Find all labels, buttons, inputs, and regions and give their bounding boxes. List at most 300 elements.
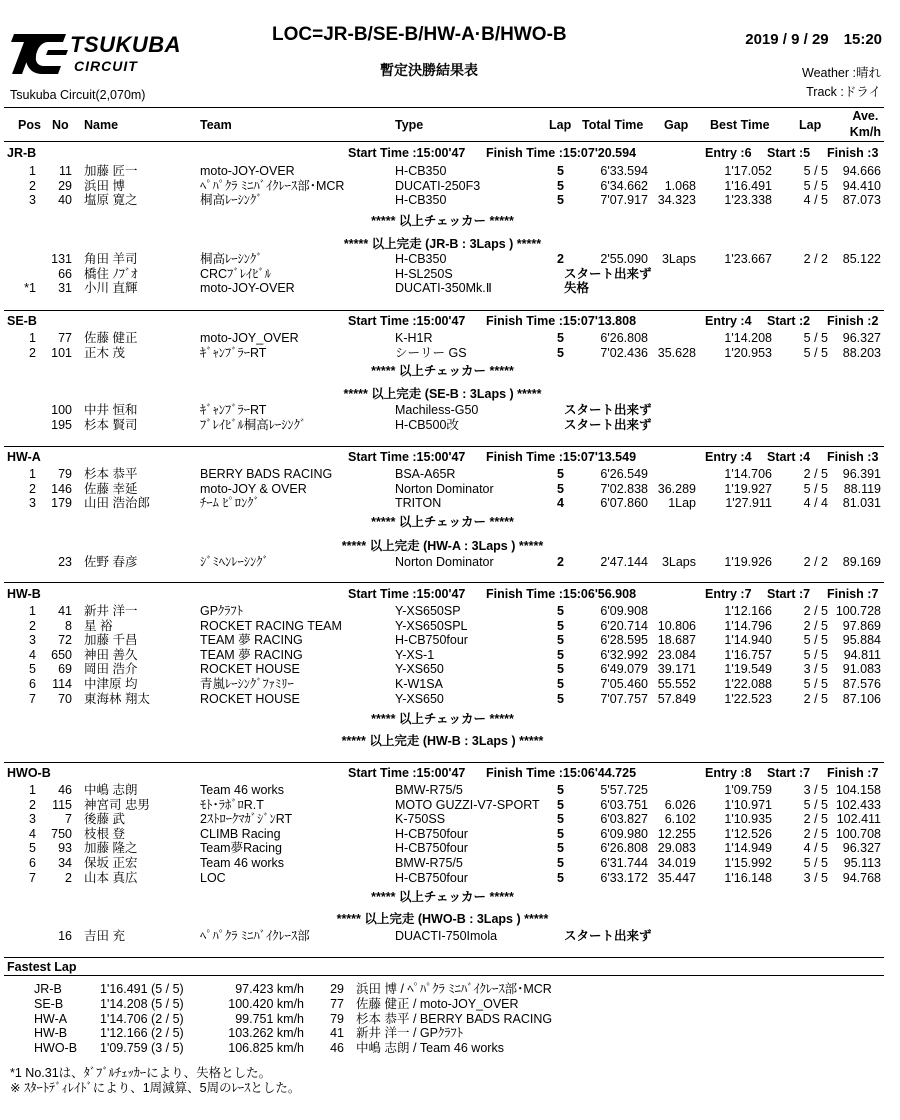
average-speed-cell: 94.666 [842,164,881,178]
average-speed-cell: 88.119 [843,481,881,496]
start-count: Start :4 [767,450,811,464]
average-speed-cell: 95.884 [842,633,881,648]
best-lap-cell: 2 / 5 [803,826,828,841]
laps-cell: 5 [557,841,564,856]
best-time-cell: 1'23.338 [724,193,772,208]
laps-cell: 5 [557,826,564,841]
fastest-lap-row [0,997,900,1012]
average-speed-cell: 91.083 [842,662,881,677]
entry-count: Entry :4 [705,450,752,464]
laps-cell: 5 [557,797,564,812]
laps-cell: 2 [557,252,564,266]
machine-type-cell: K-750SS [395,812,446,827]
machine-type-cell: H-CB750four [395,870,468,885]
pos-cell: 3 [29,496,36,511]
rider-name-cell: 佐野 春彦 [84,555,138,569]
machine-type-cell: MOTO GUZZI-V7-SPORT [395,797,540,812]
pos-cell: 5 [29,841,36,856]
number-cell: 40 [58,193,72,208]
best-lap-cell: 2 / 5 [803,467,828,481]
start-time: Start Time :15:00'47 [348,766,466,780]
number-cell: 195 [51,417,72,432]
checker-line: ***** 以上チェッカー ***** [371,515,514,529]
footnote-start-delay: ※ ｽﾀｰﾄﾃﾞｨﾚｲﾄﾞにより、1周減算、5周のﾚｰｽとした。 [10,1081,301,1095]
number-cell: 77 [58,331,72,345]
number-cell: 101 [51,345,72,360]
col-header-best-time: Best Time [710,118,770,132]
team-cell: ROCKET HOUSE [200,691,300,706]
status-cell: スタート出来ず [564,417,652,432]
gap-cell: 6.026 [664,797,696,812]
best-time-cell: 1'16.757 [724,647,772,662]
number-cell: 41 [58,604,72,618]
average-speed-cell: 97.869 [842,618,881,633]
col-header-no: No [52,118,69,132]
rider-name-cell: 新井 洋一 [84,604,138,618]
best-time-cell: 1'27.911 [725,496,772,511]
class-separator-rule [4,582,884,583]
best-time-cell: 1'22.523 [724,691,772,706]
result-row [0,841,900,856]
class-header-hw-b [0,586,900,602]
gap-cell: 35.447 [657,870,696,885]
number-cell: 114 [52,677,72,691]
col-header-total-time: Total Time [582,118,644,132]
col-header-ave-label: Ave. [852,109,879,123]
team-cell: CRCﾌﾞﾚｲﾋﾞﾙ [200,266,271,281]
finish-time: Finish Time :15:06'44.725 [486,766,637,780]
rider-name-cell: 中嶋 志朗 [84,783,138,797]
number-cell: 66 [58,266,72,281]
pos-cell: 1 [29,467,36,481]
fastest-rider: 中嶋 志朗 / Team 46 works [356,1041,504,1056]
team-cell: Team 46 works [200,856,285,870]
laps-cell: 5 [557,633,564,648]
total-time-cell: 5'57.725 [600,783,648,797]
finish-count: Finish :2 [827,314,879,328]
machine-type-cell: H-CB750four [395,633,468,648]
best-time-cell: 1'14.706 [724,467,772,481]
pos-cell: 6 [29,677,36,691]
checker-line: ***** 以上チェッカー ***** [371,364,514,378]
best-time-cell: 1'12.526 [724,826,772,841]
number-cell: 46 [58,783,72,797]
best-lap-cell: 5 / 5 [803,178,828,193]
best-lap-cell: 4 / 4 [803,496,828,511]
total-time-cell: 6'28.595 [600,633,648,648]
fastest-speed: 100.420 km/h [228,996,304,1011]
team-cell: ROCKET HOUSE [200,662,300,677]
checker-line: ***** 以上チェッカー ***** [371,890,514,904]
number-cell: 79 [58,467,72,481]
class-name: SE-B [7,314,37,328]
number-cell: 115 [52,797,72,812]
total-time-cell: 2'55.090 [600,252,648,266]
result-row [0,648,900,663]
col-header-type: Type [395,118,424,132]
total-time-cell: 7'02.436 [600,345,648,360]
laps-cell: 5 [557,193,564,208]
laps-cell: 5 [557,604,564,618]
gap-cell: 3Laps [661,555,696,569]
total-time-cell: 6'31.744 [600,856,648,870]
rider-name-cell: 加藤 隆之 [84,841,138,856]
team-cell: 桐高ﾚｰｼﾝｸﾞ [200,193,263,208]
laps-cell: 5 [557,812,564,827]
non-finisher-row [0,929,900,944]
result-row [0,783,900,798]
pos-cell: 3 [29,633,36,648]
finish-count: Finish :7 [827,766,879,780]
average-speed-cell: 89.169 [842,555,881,569]
machine-type-cell: K-W1SA [395,677,443,691]
col-header-average-speed [850,108,881,140]
finish-count: Finish :3 [827,146,879,160]
fastest-lap-bottom-rule [4,975,884,976]
pos-cell: 7 [29,691,36,706]
machine-type-cell: Y-XS650SPL [395,618,468,633]
col-header-name: Name [84,118,119,132]
page-subtitle: 暫定決勝結果表 [380,62,478,78]
tsukuba-circuit-logo [8,28,213,88]
report-datetime: 2019 / 9 / 29 15:20 [745,31,882,48]
finish-count: Finish :3 [827,450,879,464]
rider-name-cell: 橋住 ﾉﾌﾞｵ [84,266,138,281]
best-lap-cell: 2 / 5 [803,618,828,633]
number-cell: 100 [51,403,72,417]
pos-cell: 4 [29,647,36,662]
best-lap-cell: 5 / 5 [803,677,828,691]
best-lap-cell: 5 / 5 [803,481,828,496]
best-time-cell: 1'19.927 [724,481,772,496]
best-lap-cell: 5 / 5 [803,647,828,662]
non-finisher-row [0,267,900,282]
average-speed-cell: 87.106 [842,691,881,706]
rider-name-cell: 佐藤 健正 [84,331,138,345]
rider-name-cell: 浜田 博 [84,178,125,193]
average-speed-cell: 96.327 [842,331,881,345]
fastest-time: 1'16.491 (5 / 5) [100,982,184,996]
result-row [0,496,900,511]
laps-cell: 5 [557,618,564,633]
number-cell: 146 [51,481,72,496]
team-cell: moto-JOY-OVER [200,281,295,296]
best-time-cell: 1'10.971 [724,797,772,812]
checker-line: ***** 以上チェッカー ***** [371,712,514,726]
fastest-speed: 99.751 km/h [235,1011,304,1026]
fastest-lap-row [0,1026,900,1041]
fastest-number: 77 [330,996,344,1011]
start-time: Start Time :15:00'47 [348,314,466,328]
fastest-time: 1'12.166 (2 / 5) [100,1026,184,1041]
fastest-rider: 浜田 博 / ﾍﾟﾊﾟｸﾗ ﾐﾆﾊﾞｲｸﾚｰｽ部･MCR [356,982,552,996]
result-row [0,677,900,692]
average-speed-cell: 94.410 [842,178,881,193]
result-row [0,633,900,648]
pos-cell: 3 [29,193,36,208]
average-speed-cell: 94.811 [843,647,881,662]
best-time-cell: 1'20.953 [724,345,772,360]
header-bottom-rule [4,141,884,142]
rider-name-cell: 中井 恒和 [84,403,138,417]
result-row [0,193,900,208]
number-cell: 70 [58,691,72,706]
machine-type-cell: Norton Dominator [395,481,494,496]
number-cell: 16 [58,929,72,943]
average-speed-cell: 88.203 [842,345,881,360]
start-time: Start Time :15:00'47 [348,587,466,601]
non-finisher-row [0,418,900,433]
gap-cell: 1Lap [668,496,696,511]
class-header-jr-b [0,145,900,161]
laps-cell: 5 [557,345,564,360]
fastest-class: HW-B [34,1026,68,1041]
pos-cell: 2 [29,345,36,360]
best-lap-cell: 2 / 5 [803,604,828,618]
team-cell: TEAM 夢 RACING [200,647,303,662]
result-row [0,604,900,619]
fastest-lap-row [0,982,900,997]
start-time: Start Time :15:00'47 [348,146,466,160]
pos-cell: 2 [29,618,36,633]
best-time-cell: 1'09.759 [724,783,772,797]
number-cell: 72 [58,633,72,648]
pos-cell: 7 [29,870,36,885]
team-cell: moto-JOY-OVER [200,164,295,178]
average-speed-cell: 96.391 [842,467,881,481]
machine-type-cell: Y-XS650SP [395,604,461,618]
number-cell: 131 [51,252,72,266]
start-count: Start :5 [767,146,811,160]
result-row [0,812,900,827]
entry-count: Entry :8 [705,766,752,780]
header-top-rule [4,107,884,108]
best-time-cell: 1'23.667 [724,252,772,266]
class-name: HW-B [7,587,41,601]
best-lap-cell: 4 / 5 [803,841,828,856]
total-time-cell: 6'03.751 [600,797,648,812]
result-row [0,871,900,886]
number-cell: 179 [51,496,72,511]
weather-info: Weather :晴れ [802,66,881,80]
number-cell: 750 [51,826,72,841]
best-lap-cell: 2 / 2 [803,555,828,569]
average-speed-cell: 87.576 [842,677,881,691]
class-separator-rule [4,446,884,447]
team-cell: CLIMB Racing [200,826,281,841]
total-time-cell: 6'26.808 [600,841,648,856]
pos-cell: 1 [29,164,36,178]
pos-cell: 1 [29,783,36,797]
number-cell: 31 [58,281,72,296]
machine-type-cell: DUCATI-250F3 [395,178,481,193]
class-header-hwo-b [0,765,900,781]
finish-count: Finish :7 [827,587,879,601]
fastest-time: 1'14.208 (5 / 5) [100,996,184,1011]
rider-name-cell: 山本 真広 [84,870,138,885]
rider-name-cell: 正木 茂 [84,345,125,360]
pos-cell: 2 [29,481,36,496]
average-speed-cell: 102.411 [836,812,881,827]
col-header-gap: Gap [664,118,689,132]
machine-type-cell: H-CB750four [395,826,468,841]
laps-cell: 5 [557,870,564,885]
best-lap-cell: 5 / 5 [803,633,828,648]
gap-cell: 1.068 [664,178,696,193]
result-row [0,619,900,634]
start-count: Start :7 [767,766,811,780]
total-time-cell: 6'32.992 [600,647,648,662]
rider-name-cell: 中津原 均 [84,677,138,691]
machine-type-cell: Y-XS-1 [395,647,435,662]
best-time-cell: 1'16.491 [724,178,772,193]
machine-type-cell: Machiless-G50 [395,403,479,417]
non-finisher-row [0,403,900,418]
finishers-line: ***** 以上完走 (HWO-B : 3Laps ) ***** [336,912,549,926]
start-count: Start :7 [767,587,811,601]
gap-cell: 36.289 [657,481,696,496]
average-speed-cell: 85.122 [842,252,881,266]
class-name: HW-A [7,450,41,464]
gap-cell: 57.849 [657,691,696,706]
class-separator-rule [4,310,884,311]
team-cell: 2ｽﾄﾛｰｸﾏｶﾞｼﾞﾝRT [200,812,293,827]
average-speed-cell: 102.433 [835,797,881,812]
gap-cell: 39.171 [657,662,696,677]
entry-count: Entry :4 [705,314,752,328]
rider-name-cell: 角田 羊司 [84,252,138,266]
machine-type-cell: H-SL250S [395,266,453,281]
status-cell: 失格 [564,281,590,296]
best-time-cell: 1'10.935 [724,812,772,827]
number-cell: 8 [65,618,72,633]
best-lap-cell: 2 / 5 [803,691,828,706]
best-lap-cell: 5 / 5 [803,856,828,870]
average-speed-cell: 104.158 [835,783,881,797]
fastest-speed: 97.423 km/h [235,982,304,996]
machine-type-cell: H-CB350 [395,193,447,208]
class-header-hw-a [0,449,900,465]
rider-name-cell: 小川 直輝 [84,281,138,296]
laps-cell: 5 [557,691,564,706]
finishers-line: ***** 以上完走 (SE-B : 3Laps ) ***** [343,387,542,401]
col-header-lap: Lap [549,118,572,132]
result-row [0,692,900,707]
fastest-lap-row [0,1012,900,1027]
team-cell: ﾌﾞﾚｲﾋﾞﾙ桐高ﾚｰｼﾝｸﾞ [200,417,307,432]
result-row [0,164,900,179]
pos-cell: 6 [29,856,36,870]
team-cell: ﾍﾟﾊﾟｸﾗ ﾐﾆﾊﾞｲｸﾚｰｽ部･MCR [200,178,345,193]
total-time-cell: 6'26.808 [600,331,648,345]
pos-cell: 5 [29,662,36,677]
class-name: JR-B [7,146,37,160]
average-speed-cell: 81.031 [842,496,881,511]
total-time-cell: 6'07.860 [600,496,648,511]
laps-cell: 5 [557,783,564,797]
team-cell: moto-JOY_OVER [200,331,299,345]
best-lap-cell: 4 / 5 [803,193,828,208]
finishers-line: ***** 以上完走 (HW-B : 3Laps ) ***** [341,734,544,748]
best-time-cell: 1'19.549 [724,662,772,677]
pos-cell: 1 [29,604,36,618]
col-header-ave-unit: Km/h [849,125,881,139]
rider-name-cell: 加藤 匠一 [84,164,138,178]
circuit-name: Tsukuba Circuit(2,070m) [10,88,146,102]
laps-cell: 5 [557,662,564,677]
rider-name-cell: 岡田 浩介 [84,662,138,677]
team-cell: ｷﾞｬﾝﾌﾞﾗｰRT [200,403,267,417]
fastest-lap-title: Fastest Lap [7,960,77,974]
rider-name-cell: 東海林 翔太 [84,691,150,706]
rider-name-cell: 神宮司 忠男 [84,797,150,812]
gap-cell: 29.083 [657,841,696,856]
fastest-rider: 杉本 恭平 / BERRY BADS RACING [356,1011,553,1026]
fastest-class: JR-B [34,982,62,996]
machine-type-cell: BSA-A65R [395,467,456,481]
machine-type-cell: Y-XS650 [395,691,444,706]
start-time: Start Time :15:00'47 [348,450,466,464]
fastest-lap-row [0,1041,900,1056]
number-cell: 93 [58,841,72,856]
tc-logo-mark-icon [8,28,70,80]
logo-wordmark-circuit: CIRCUIT [74,58,138,74]
team-cell: ｷﾞｬﾝﾌﾞﾗｰRT [200,345,267,360]
total-time-cell: 6'20.714 [600,618,648,633]
result-row [0,856,900,871]
total-time-cell: 7'07.757 [600,691,648,706]
best-lap-cell: 2 / 2 [803,252,828,266]
result-row [0,331,900,346]
team-cell: moto-JOY & OVER [200,481,307,496]
best-lap-cell: 5 / 5 [803,164,828,178]
number-cell: 29 [58,178,72,193]
laps-cell: 5 [557,677,564,691]
machine-type-cell: K-H1R [395,331,433,345]
start-count: Start :2 [767,314,811,328]
machine-type-cell: DUCATI-350Mk.Ⅱ [395,281,492,296]
total-time-cell: 6'33.172 [600,870,648,885]
col-header-team: Team [200,118,232,132]
team-cell: GPｸﾗﾌﾄ [200,604,244,618]
team-cell: TEAM 夢 RACING [200,633,303,648]
team-cell: LOC [200,870,226,885]
gap-cell: 3Laps [661,252,696,266]
col-header-pos: Pos [18,118,41,132]
fastest-number: 41 [330,1026,344,1041]
result-row [0,662,900,677]
gap-cell: 34.019 [657,856,696,870]
finish-time: Finish Time :15:07'20.594 [486,146,637,160]
laps-cell: 5 [557,467,564,481]
average-speed-cell: 100.708 [835,826,881,841]
best-lap-cell: 3 / 5 [803,870,828,885]
gap-cell: 23.084 [657,647,696,662]
best-time-cell: 1'15.992 [724,856,772,870]
average-speed-cell: 96.327 [842,841,881,856]
pos-cell: 4 [29,826,36,841]
total-time-cell: 6'34.662 [600,178,648,193]
number-cell: 7 [65,812,72,827]
laps-cell: 5 [557,331,564,345]
machine-type-cell: BMW-R75/5 [395,783,463,797]
total-time-cell: 2'47.144 [600,555,648,569]
laps-cell: 5 [557,647,564,662]
machine-type-cell: H-CB500改 [395,417,459,432]
gap-cell: 18.687 [657,633,696,648]
best-time-cell: 1'19.926 [724,555,772,569]
number-cell: 2 [65,870,72,885]
